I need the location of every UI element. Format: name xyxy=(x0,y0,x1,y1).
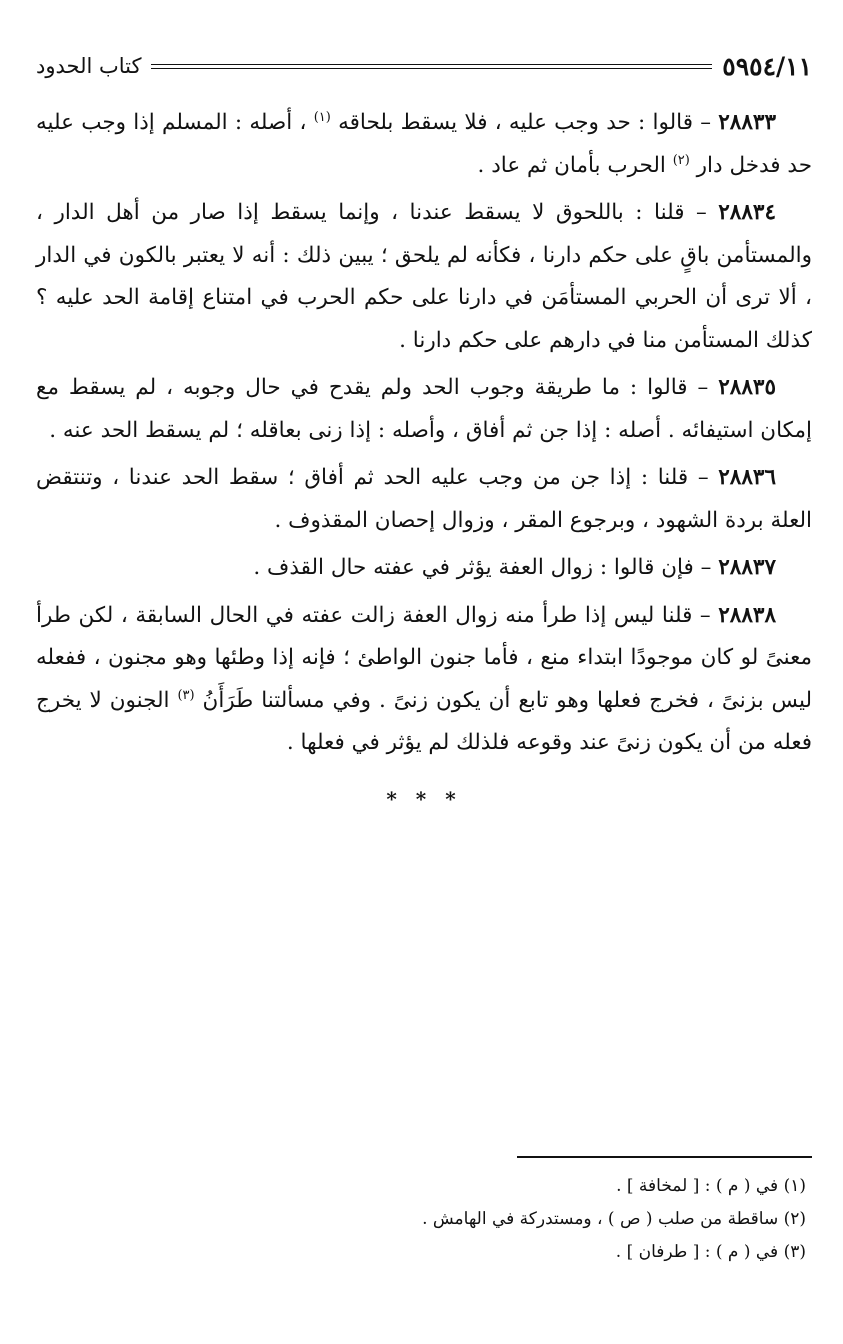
footnote-ref-1: (١) xyxy=(313,109,331,125)
header-double-rule xyxy=(151,64,712,69)
footnote-2: (٢) ساقطة من صلب ( ص ) ، ومستدركة في الهامش . xyxy=(422,1209,806,1229)
paragraph-text: الجنون لا يخرج فعله من أن يكون زنىً عند وقوعه فلذلك لم يؤثر في فعلها . xyxy=(36,687,812,755)
paragraph-text: الحرب بأمان ثم عاد . xyxy=(477,152,673,178)
footnote-ref-3: (٣) xyxy=(177,687,195,703)
paragraph-28838 xyxy=(36,595,812,765)
paragraph-text: – قلنا ليس إذا طرأ منه زوال العفة زالت عفته في الحال السابقة ، لكن طرأ معنىً لو كان موجودًا ابتداء منع ، فأما جنون الواطئ ؛ فإنه إذا وطئها وهو مجنون ، ففعله ليس بزنىً ، فخرج فعلها وهو تابع أن يكون زنىً . وفي مسألتنا طَرَأَنُ xyxy=(36,602,812,713)
paragraph-text: – قلنا : باللحوق لا يسقط عندنا ، وإنما يسقط إذا صار من أهل الدار ، والمستأمن باقٍ على حكم دارنا ، فكأنه لم يلحق ؛ يبين ذلك : أنه لا يعتبر بالكون في الدار ، ألا ترى أن الحربي المستأمَن في دارنا على حكم الحرب في امتناع إقامة الحد عليه ؟ كذلك المستأمن منا في دارهم على حكم دارنا . xyxy=(36,200,812,353)
paragraph-text: – قالوا : ما طريقة وجوب الحد ولم يقدح في حال وجوبه ، لم يسقط مع إمكان استيفائه . أصله : إذا جن ثم أفاق ، وأصله : إذا زنى بعاقله ؛ لم يسقط الحد عنه . xyxy=(36,375,812,443)
page-number: ٥٩٥٤/١١ xyxy=(722,51,812,81)
paragraph-number: ٢٨٨٣٤ xyxy=(718,200,776,225)
paragraph-28835 xyxy=(36,367,812,452)
page-header xyxy=(36,48,812,84)
paragraph-28833 xyxy=(36,102,812,187)
book-title: كتاب الحدود xyxy=(36,54,142,78)
footnote-divider xyxy=(517,1156,812,1158)
paragraph-number: ٢٨٨٣٣ xyxy=(718,110,776,135)
footnote-1: (١) في ( م ) : [ لمخافة ] . xyxy=(616,1176,806,1196)
main-text xyxy=(36,102,812,811)
footnote-ref-2: (٢) xyxy=(672,152,690,168)
book-page xyxy=(36,40,812,1310)
footnotes xyxy=(36,1170,812,1269)
paragraph-text: ، أصله : المسلم إذا وجب عليه حد فدخل دار xyxy=(36,110,812,178)
paragraph-text: – فإن قالوا : زوال العفة يؤثر في عفته حال القذف . xyxy=(253,555,719,580)
paragraph-28836 xyxy=(36,457,812,542)
footnote-3: (٣) في ( م ) : [ طرفان ] . xyxy=(615,1242,806,1262)
paragraph-number: ٢٨٨٣٦ xyxy=(718,465,776,490)
paragraph-text: – قالوا : حد وجب عليه ، فلا يسقط بلحاقه xyxy=(330,110,719,135)
paragraph-number: ٢٨٨٣٥ xyxy=(718,375,776,400)
paragraph-text: – قلنا : إذا جن من وجب عليه الحد ثم أفاق ؛ سقط الحد عندنا ، وتنتقض العلة بردة الشهود ، وبرجوع المقر ، وزوال إحصان المقذوف . xyxy=(36,465,812,533)
paragraph-28837 xyxy=(36,547,812,590)
section-separator: * * * xyxy=(386,786,462,811)
paragraph-number: ٢٨٨٣٨ xyxy=(718,602,776,628)
paragraph-28834 xyxy=(36,192,812,362)
paragraph-number: ٢٨٨٣٧ xyxy=(718,555,776,580)
